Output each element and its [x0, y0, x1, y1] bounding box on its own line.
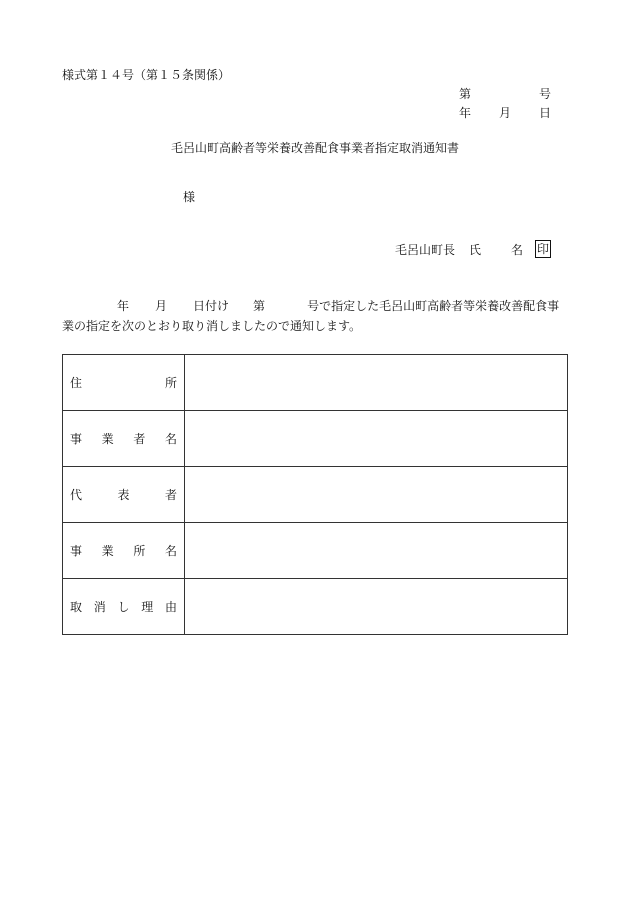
number-suffix: 号	[538, 87, 551, 101]
business-operator-name-label-text	[70, 430, 177, 447]
body-paragraph	[62, 296, 568, 336]
recipient-suffix: 様	[183, 190, 196, 204]
label-char: 業	[101, 432, 114, 446]
business-operator-name-value[interactable]	[185, 411, 568, 467]
cancellation-reason-value[interactable]	[185, 579, 568, 635]
number-date-block	[459, 85, 551, 123]
label-char: 所	[164, 376, 177, 390]
body-month: 月	[155, 299, 168, 313]
label-char: 表	[117, 488, 130, 502]
label-char: 所	[133, 544, 146, 558]
label-char: 業	[101, 544, 114, 558]
name-label-second: 名	[510, 242, 523, 257]
form-number: 様式第１４号（第１５条関係）	[62, 68, 231, 82]
month-label: 月	[498, 106, 511, 120]
address-label-text	[70, 374, 177, 391]
name-label-first: 氏	[468, 242, 481, 257]
number-prefix: 第	[459, 87, 472, 101]
business-operator-name-label	[63, 411, 185, 467]
label-char: 取	[70, 600, 83, 614]
label-char: 事	[70, 432, 83, 446]
table-row-office-name	[63, 523, 568, 579]
document-number-row	[459, 85, 551, 104]
label-char: 名	[164, 544, 177, 558]
details-table-body	[63, 355, 568, 635]
details-table	[62, 354, 568, 635]
document-title: 毛呂山町高齢者等栄養改善配食事業者指定取消通知書	[170, 141, 459, 155]
label-char: 者	[133, 432, 146, 446]
cancellation-reason-label-text	[70, 598, 177, 615]
label-char: 代	[70, 488, 83, 502]
cancellation-reason-label	[63, 579, 185, 635]
office-name-label-text	[70, 542, 177, 559]
body-rest: 号で指定した毛呂山町高齢者等栄養改善配食事業の指定を次のとおり取り消しましたので通知します。	[62, 299, 560, 333]
day-label: 日	[538, 106, 551, 120]
seal-mark: 印	[536, 242, 549, 256]
office-name-label	[63, 523, 185, 579]
sender-block	[395, 240, 551, 258]
label-char: し	[117, 600, 130, 614]
body-day: 日付け	[193, 299, 230, 313]
representative-label-text	[70, 486, 177, 503]
representative-value[interactable]	[185, 467, 568, 523]
label-char: 事	[70, 544, 83, 558]
label-char: 由	[164, 600, 177, 614]
issue-date-row	[459, 104, 551, 123]
label-char: 理	[141, 600, 154, 614]
address-value[interactable]	[185, 355, 568, 411]
table-row-address	[63, 355, 568, 411]
body-number-prefix: 第	[253, 299, 266, 313]
sender-title: 毛呂山町長	[394, 242, 455, 257]
representative-label	[63, 467, 185, 523]
label-char: 名	[164, 432, 177, 446]
label-char: 者	[164, 488, 177, 502]
year-label: 年	[459, 106, 472, 120]
body-year: 年	[117, 299, 130, 313]
label-char: 住	[70, 376, 83, 390]
label-char: 消	[93, 600, 106, 614]
table-row-cancellation-reason	[63, 579, 568, 635]
table-row-business-operator-name	[63, 411, 568, 467]
address-label	[63, 355, 185, 411]
office-name-value[interactable]	[185, 523, 568, 579]
table-row-representative	[63, 467, 568, 523]
